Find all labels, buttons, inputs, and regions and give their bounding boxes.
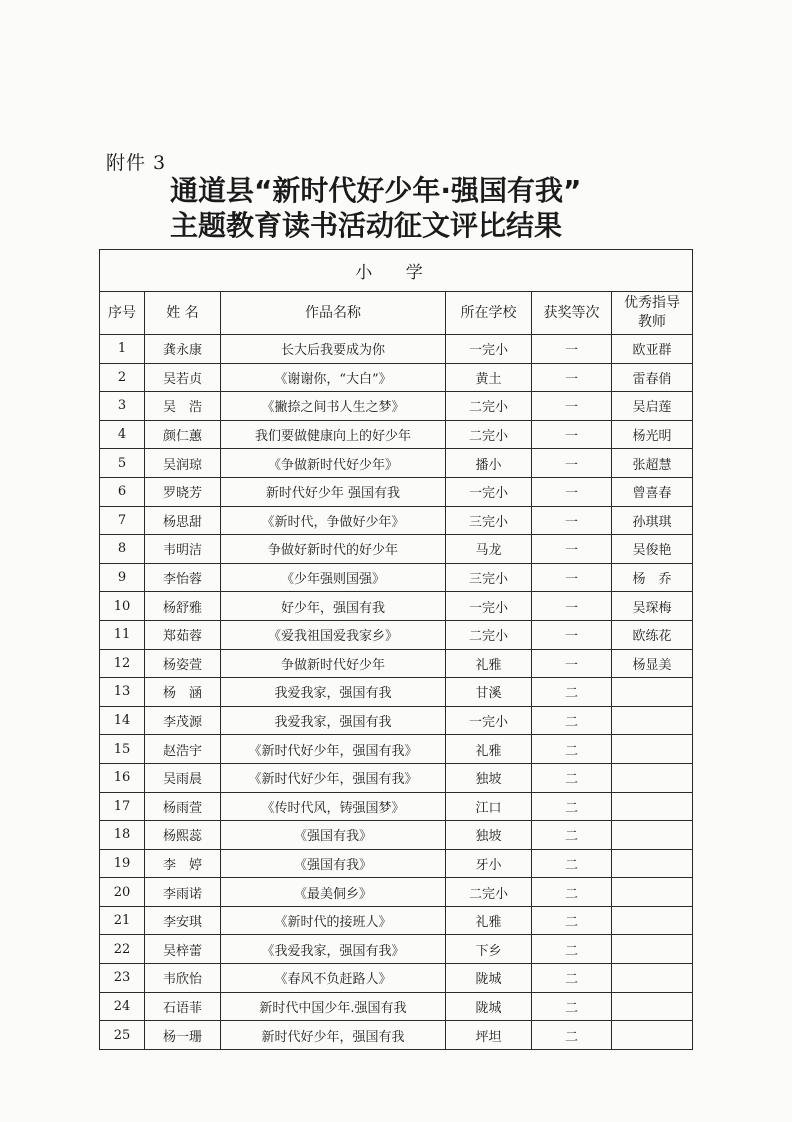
cell-no: 4: [100, 420, 145, 449]
cell-no: 9: [100, 563, 145, 592]
cell-teacher: [612, 706, 693, 735]
document-title-line-1: 通道县“新时代好少年·强国有我”: [170, 174, 582, 207]
section-title: 小 学: [100, 250, 693, 292]
cell-school: 黄土: [446, 363, 532, 392]
cell-teacher: 杨光明: [612, 420, 693, 449]
cell-school: 下乡: [446, 935, 532, 964]
cell-award: 一: [532, 535, 612, 564]
cell-name: 杨熙蕊: [145, 821, 221, 850]
table-row: [100, 649, 693, 678]
cell-award: 二: [532, 906, 612, 935]
cell-work: 争做新时代好少年: [221, 649, 446, 678]
cell-work: 《传时代风，铸强国梦》: [221, 792, 446, 821]
cell-name: 吴 浩: [145, 392, 221, 421]
cell-school: 二完小: [446, 620, 532, 649]
table-row: [100, 335, 693, 364]
cell-award: 二: [532, 763, 612, 792]
header-teacher-line-1: 优秀指导: [624, 295, 680, 311]
cell-work: 《新时代的接班人》: [221, 906, 446, 935]
table-row: [100, 620, 693, 649]
cell-work: 《争做新时代好少年》: [221, 449, 446, 478]
cell-teacher: [612, 906, 693, 935]
cell-teacher: [612, 849, 693, 878]
cell-name: 韦欣怡: [145, 964, 221, 993]
cell-work: 争做好新时代的好少年: [221, 535, 446, 564]
cell-no: 12: [100, 649, 145, 678]
cell-award: 二: [532, 992, 612, 1021]
cell-work: 《少年强则国强》: [221, 563, 446, 592]
table-row: [100, 392, 693, 421]
cell-teacher: 欧练花: [612, 620, 693, 649]
cell-teacher: 雷春俏: [612, 363, 693, 392]
cell-no: 11: [100, 620, 145, 649]
cell-work: 《强国有我》: [221, 849, 446, 878]
table-row: [100, 935, 693, 964]
cell-no: 2: [100, 363, 145, 392]
cell-teacher: 欧亚群: [612, 335, 693, 364]
cell-work: 我们要做健康向上的好少年: [221, 420, 446, 449]
cell-work: 长大后我要成为你: [221, 335, 446, 364]
cell-teacher: [612, 878, 693, 907]
header-no: 序号: [100, 292, 145, 335]
cell-award: 一: [532, 620, 612, 649]
cell-no: 18: [100, 821, 145, 850]
cell-work: 《新时代好少年，强国有我》: [221, 763, 446, 792]
cell-award: 一: [532, 506, 612, 535]
table-row: [100, 964, 693, 993]
cell-school: 一完小: [446, 706, 532, 735]
header-school: 所在学校: [446, 292, 532, 335]
cell-name: 李安琪: [145, 906, 221, 935]
cell-award: 二: [532, 706, 612, 735]
cell-work: 新时代好少年，强国有我: [221, 1021, 446, 1050]
results-table: [99, 249, 693, 1050]
cell-award: 一: [532, 420, 612, 449]
document-title-line-2: 主题教育读书活动征文评比结果: [170, 209, 563, 242]
cell-work: 《春风不负赶路人》: [221, 964, 446, 993]
cell-school: 江口: [446, 792, 532, 821]
cell-work: 《谢谢你，“大白”》: [221, 363, 446, 392]
cell-school: 牙小: [446, 849, 532, 878]
table-row: [100, 878, 693, 907]
cell-work: 《我爱我家，强国有我》: [221, 935, 446, 964]
cell-name: 吴雨晨: [145, 763, 221, 792]
cell-award: 二: [532, 878, 612, 907]
cell-award: 二: [532, 792, 612, 821]
cell-teacher: 杨显美: [612, 649, 693, 678]
cell-school: 独坡: [446, 821, 532, 850]
header-teacher-line-2: 教师: [638, 314, 666, 330]
cell-name: 吴梓蕾: [145, 935, 221, 964]
cell-award: 二: [532, 935, 612, 964]
cell-award: 一: [532, 335, 612, 364]
cell-school: 独坡: [446, 763, 532, 792]
cell-award: 一: [532, 477, 612, 506]
cell-teacher: [612, 935, 693, 964]
cell-school: 三完小: [446, 506, 532, 535]
table-row: [100, 906, 693, 935]
table-row: [100, 592, 693, 621]
table-row: [100, 992, 693, 1021]
cell-award: 一: [532, 449, 612, 478]
cell-teacher: [612, 678, 693, 707]
cell-school: 一完小: [446, 335, 532, 364]
cell-teacher: [612, 735, 693, 764]
cell-name: 杨一珊: [145, 1021, 221, 1050]
cell-name: 杨 涵: [145, 678, 221, 707]
cell-name: 李雨诺: [145, 878, 221, 907]
cell-award: 一: [532, 649, 612, 678]
cell-name: 颜仁蕙: [145, 420, 221, 449]
cell-no: 22: [100, 935, 145, 964]
cell-award: 二: [532, 821, 612, 850]
cell-school: 坪坦: [446, 1021, 532, 1050]
cell-teacher: 吴启莲: [612, 392, 693, 421]
cell-name: 龚永康: [145, 335, 221, 364]
cell-work: 《爱我祖国爱我家乡》: [221, 620, 446, 649]
cell-name: 李 婷: [145, 849, 221, 878]
cell-no: 24: [100, 992, 145, 1021]
cell-teacher: [612, 821, 693, 850]
table-row: [100, 506, 693, 535]
cell-no: 21: [100, 906, 145, 935]
table-row: [100, 420, 693, 449]
cell-no: 15: [100, 735, 145, 764]
cell-award: 二: [532, 678, 612, 707]
cell-name: 李茂源: [145, 706, 221, 735]
cell-award: 一: [532, 592, 612, 621]
cell-teacher: 孙琪琪: [612, 506, 693, 535]
cell-name: 韦明洁: [145, 535, 221, 564]
cell-teacher: 张超慧: [612, 449, 693, 478]
cell-school: 二完小: [446, 392, 532, 421]
cell-award: 二: [532, 1021, 612, 1050]
section-header-row: [100, 250, 693, 292]
cell-no: 19: [100, 849, 145, 878]
column-header-row: [100, 292, 693, 335]
cell-school: 礼雅: [446, 649, 532, 678]
table-row: [100, 706, 693, 735]
header-name: 姓 名: [145, 292, 221, 335]
cell-no: 10: [100, 592, 145, 621]
table-row: [100, 1021, 693, 1050]
cell-school: 播小: [446, 449, 532, 478]
table-row: [100, 678, 693, 707]
cell-school: 三完小: [446, 563, 532, 592]
table-row: [100, 535, 693, 564]
cell-no: 3: [100, 392, 145, 421]
header-teacher: [612, 292, 693, 335]
cell-no: 6: [100, 477, 145, 506]
table-row: [100, 449, 693, 478]
table-row: [100, 363, 693, 392]
cell-teacher: [612, 763, 693, 792]
table-row: [100, 792, 693, 821]
cell-work: 我爱我家，强国有我: [221, 706, 446, 735]
cell-school: 甘溪: [446, 678, 532, 707]
cell-school: 一完小: [446, 592, 532, 621]
cell-work: 新时代好少年 强国有我: [221, 477, 446, 506]
cell-no: 25: [100, 1021, 145, 1050]
table-row: [100, 563, 693, 592]
cell-no: 7: [100, 506, 145, 535]
cell-work: 《撇捺之间书人生之梦》: [221, 392, 446, 421]
table-row: [100, 849, 693, 878]
cell-work: 《最美侗乡》: [221, 878, 446, 907]
cell-school: 陇城: [446, 964, 532, 993]
header-work: 作品名称: [221, 292, 446, 335]
cell-teacher: [612, 792, 693, 821]
cell-no: 23: [100, 964, 145, 993]
cell-teacher: [612, 1021, 693, 1050]
cell-no: 20: [100, 878, 145, 907]
cell-award: 二: [532, 849, 612, 878]
cell-name: 罗晓芳: [145, 477, 221, 506]
cell-name: 吴润琼: [145, 449, 221, 478]
cell-name: 杨舒雅: [145, 592, 221, 621]
cell-work: 好少年，强国有我: [221, 592, 446, 621]
header-award: 获奖等次: [532, 292, 612, 335]
cell-award: 二: [532, 735, 612, 764]
cell-name: 杨雨萱: [145, 792, 221, 821]
cell-teacher: [612, 964, 693, 993]
cell-school: 一完小: [446, 477, 532, 506]
cell-work: 我爱我家，强国有我: [221, 678, 446, 707]
cell-name: 吴若贞: [145, 363, 221, 392]
cell-no: 17: [100, 792, 145, 821]
cell-no: 5: [100, 449, 145, 478]
cell-teacher: 杨 乔: [612, 563, 693, 592]
cell-award: 二: [532, 964, 612, 993]
table-row: [100, 763, 693, 792]
table-row: [100, 735, 693, 764]
cell-no: 13: [100, 678, 145, 707]
cell-award: 一: [532, 563, 612, 592]
cell-teacher: 吴俊艳: [612, 535, 693, 564]
cell-no: 1: [100, 335, 145, 364]
cell-name: 李怡蓉: [145, 563, 221, 592]
cell-teacher: 吴琛梅: [612, 592, 693, 621]
cell-award: 一: [532, 392, 612, 421]
attachment-label: 附件 3: [106, 152, 167, 174]
cell-no: 8: [100, 535, 145, 564]
cell-work: 《新时代，争做好少年》: [221, 506, 446, 535]
cell-work: 《强国有我》: [221, 821, 446, 850]
cell-award: 一: [532, 363, 612, 392]
table-row: [100, 821, 693, 850]
cell-school: 二完小: [446, 420, 532, 449]
cell-name: 郑茹蓉: [145, 620, 221, 649]
cell-work: 新时代中国少年.强国有我: [221, 992, 446, 1021]
cell-school: 礼雅: [446, 906, 532, 935]
cell-school: 礼雅: [446, 735, 532, 764]
table-row: [100, 477, 693, 506]
cell-school: 马龙: [446, 535, 532, 564]
cell-no: 16: [100, 763, 145, 792]
cell-name: 杨姿萱: [145, 649, 221, 678]
cell-name: 赵浩宇: [145, 735, 221, 764]
cell-teacher: 曾喜春: [612, 477, 693, 506]
cell-name: 石语菲: [145, 992, 221, 1021]
cell-no: 14: [100, 706, 145, 735]
cell-work: 《新时代好少年，强国有我》: [221, 735, 446, 764]
cell-school: 二完小: [446, 878, 532, 907]
cell-teacher: [612, 992, 693, 1021]
cell-name: 杨思甜: [145, 506, 221, 535]
cell-school: 陇城: [446, 992, 532, 1021]
